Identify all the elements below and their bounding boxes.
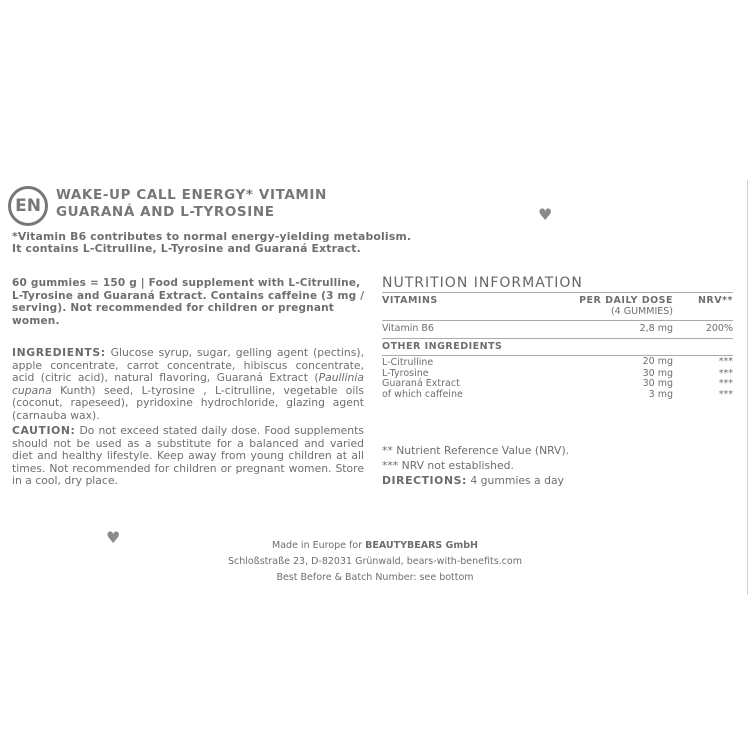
other-ingredients-header: OTHER INGREDIENTS bbox=[382, 338, 733, 356]
row-dose: 30 mg bbox=[642, 378, 673, 389]
language-badge: EN bbox=[8, 186, 48, 226]
product-intro: 60 gummies = 150 g | Food supplement with L-Citrulline, L-Tyrosine and Guaraná Extract. Contains caffeine (3 mg / serving). Not recommended for children or pregnant women. bbox=[12, 277, 365, 327]
ingredients-label: INGREDIENTS: bbox=[12, 346, 106, 359]
claim-line: *Vitamin B6 contributes to normal energy-yielding metabolism. bbox=[12, 230, 412, 243]
header-nrv: NRV** bbox=[673, 293, 733, 307]
row-nrv: *** bbox=[718, 378, 733, 389]
row-name: L-Tyrosine bbox=[382, 367, 429, 379]
directions bbox=[382, 473, 569, 488]
nrv-not-established-note: *** NRV not established. bbox=[382, 459, 514, 472]
product-title bbox=[56, 187, 327, 221]
table-row bbox=[382, 321, 733, 339]
heart-icon: ♥ bbox=[106, 528, 121, 547]
directions-text: 4 gummies a day bbox=[466, 474, 564, 487]
nutrition-information bbox=[382, 275, 733, 400]
footnotes bbox=[382, 443, 569, 488]
row-nrv: *** bbox=[718, 367, 733, 379]
title-line: GUARANÁ AND L-TYROSINE bbox=[56, 204, 275, 220]
address: Schloßstraße 23, D-82031 Grünwald, bears-with-benefits.com bbox=[228, 556, 522, 567]
nrv-note: ** Nutrient Reference Value (NRV). bbox=[382, 444, 570, 457]
nutrition-table bbox=[382, 292, 733, 400]
row-nrv: *** bbox=[673, 356, 733, 369]
row-nrv: *** bbox=[718, 388, 733, 400]
row-dose: 30 mg bbox=[642, 367, 673, 379]
caution bbox=[12, 425, 364, 488]
title-line: WAKE-UP CALL ENERGY* VITAMIN bbox=[56, 187, 327, 203]
row-name: Vitamin B6 bbox=[382, 321, 517, 339]
caution-text: Do not exceed stated daily dose. Food supplements should not be used as a substitute for a balanced and varied diet and healthy lifestyle. Keep away from young children at all times. Not recommended for children or pregnant women. Store in a cool, dry place. bbox=[12, 424, 364, 488]
header-dose-sub: (4 GUMMIES) bbox=[610, 305, 673, 317]
nutrition-title: NUTRITION INFORMATION bbox=[382, 275, 583, 291]
manufacturer-line bbox=[0, 538, 750, 554]
ingredients-text: Kunth) seed, L-tyrosine , L-citrulline, vegetable oils (coconut, rapeseed), pyridoxine hydrochloride, glazing agent (carnauba wax). bbox=[12, 383, 364, 422]
header-vitamins: VITAMINS bbox=[382, 293, 517, 307]
row-dose: 20 mg bbox=[517, 356, 673, 369]
row-dose: 2,8 mg bbox=[517, 321, 673, 339]
latin-name: Paullinia cupana bbox=[12, 371, 364, 397]
row-name: of which caffeine bbox=[382, 388, 463, 400]
caution-label: CAUTION: bbox=[12, 424, 76, 437]
directions-label: DIRECTIONS: bbox=[382, 474, 467, 487]
brand-name: BEAUTYBEARS GmbH bbox=[365, 540, 478, 551]
best-before: Best Before & Batch Number: see bottom bbox=[276, 572, 474, 583]
row-dose: 3 mg bbox=[648, 388, 673, 400]
table-row bbox=[382, 356, 733, 369]
claim-line: It contains L-Citrulline, L-Tyrosine and Guaraná Extract. bbox=[12, 242, 361, 255]
heart-icon: ♥ bbox=[538, 205, 553, 224]
header-dose: PER DAILY DOSE bbox=[517, 293, 673, 307]
row-nrv: 200% bbox=[673, 321, 733, 339]
row-name: Guaraná Extract bbox=[382, 378, 460, 389]
health-claim bbox=[12, 231, 411, 255]
label-edge-line bbox=[747, 180, 748, 595]
footer bbox=[0, 538, 750, 586]
ingredients-text: Glucose syrup, sugar, gelling agent (pectins), apple concentrate, carrot concentrate, hibiscus concentrate, acid (citric acid), natural flavoring, Guaraná Extract ( bbox=[12, 346, 364, 385]
ingredients bbox=[12, 347, 364, 423]
table-row bbox=[382, 390, 733, 401]
table-row bbox=[382, 379, 733, 390]
made-in-text: Made in Europe for bbox=[272, 540, 366, 551]
row-name: L-Citrulline bbox=[382, 356, 517, 369]
